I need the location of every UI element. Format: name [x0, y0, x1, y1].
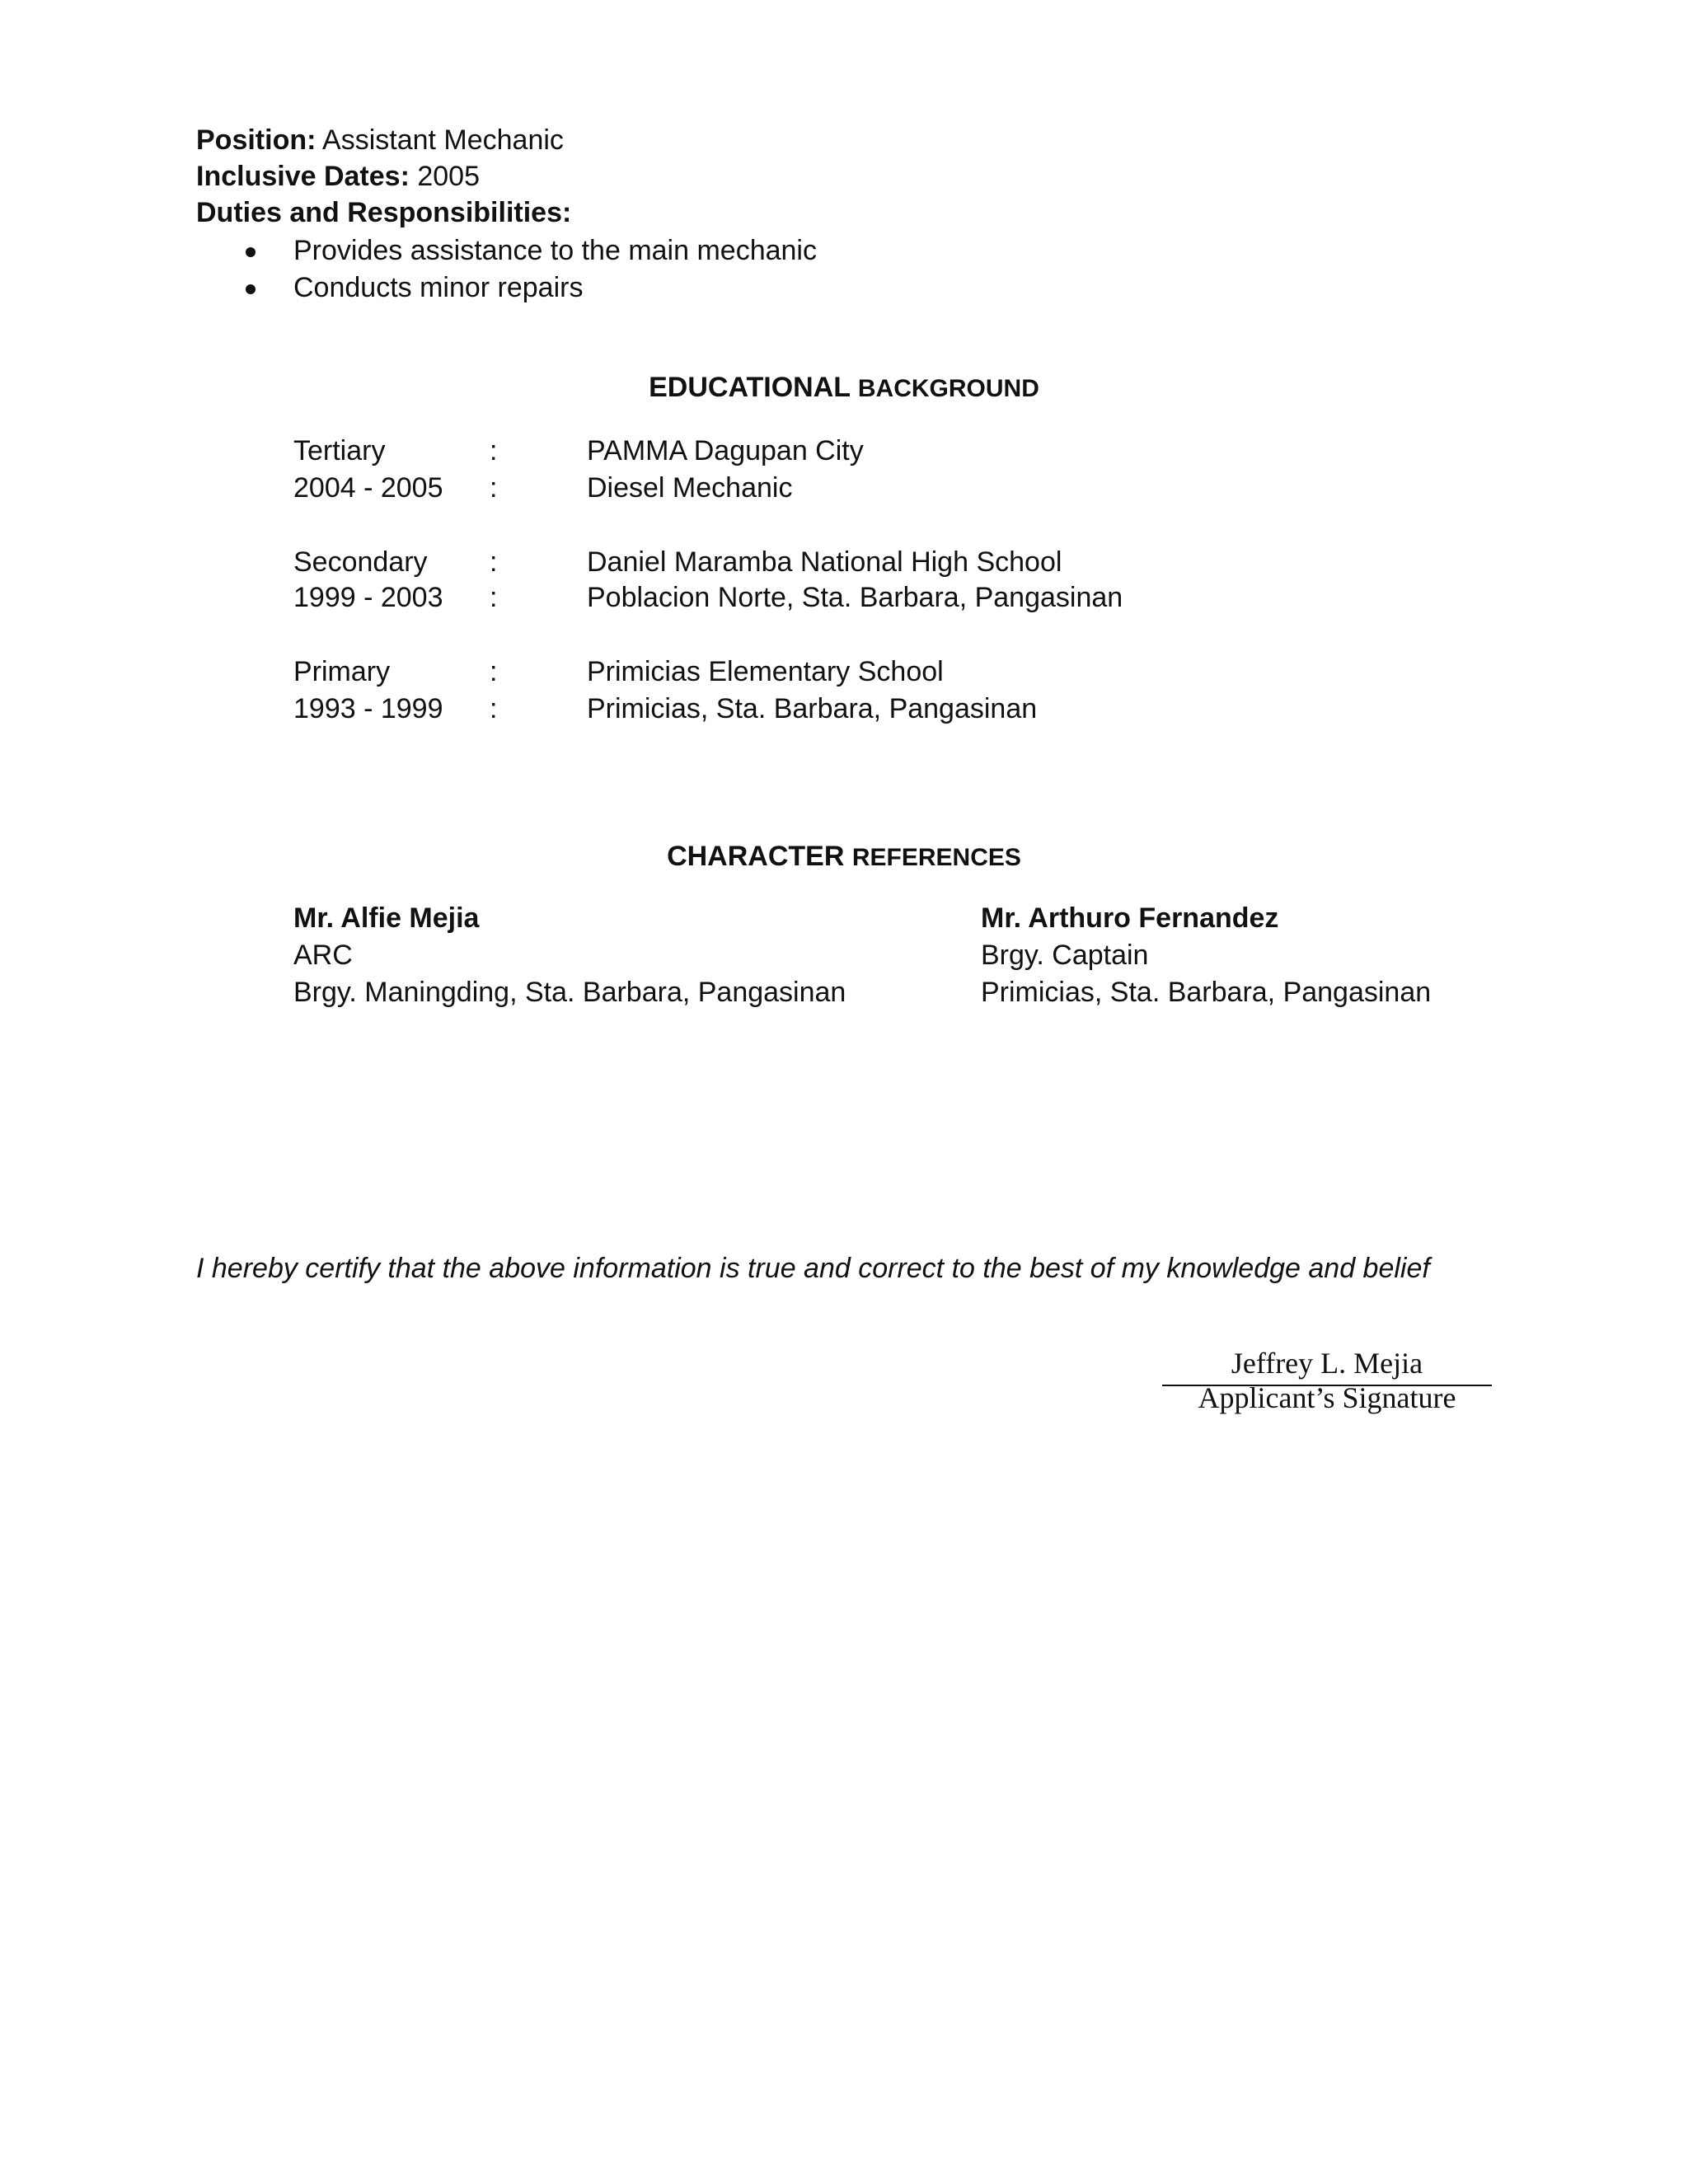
education-colon: : — [490, 472, 498, 504]
education-years: 2004 - 2005 — [293, 472, 443, 504]
duty-item: Conducts minor repairs — [293, 272, 584, 303]
education-heading-main: EDUCATIONAL — [649, 372, 851, 403]
references-heading-rest: REFERENCES — [851, 844, 1021, 871]
education-school: Primicias Elementary School — [587, 656, 944, 687]
reference-title: ARC — [293, 940, 353, 971]
education-school: Daniel Maramba National High School — [587, 546, 1062, 578]
education-level: Tertiary — [293, 435, 386, 466]
education-detail: Poblacion Norte, Sta. Barbara, Pangasinan — [587, 582, 1123, 613]
education-level: Primary — [293, 656, 391, 687]
reference-title: Brgy. Captain — [981, 940, 1149, 971]
references-heading — [0, 838, 1688, 876]
dates-label: Inclusive Dates: — [196, 161, 410, 192]
education-colon: : — [490, 656, 498, 687]
education-level: Secondary — [293, 546, 428, 578]
education-heading — [0, 369, 1688, 407]
reference-address: Primicias, Sta. Barbara, Pangasinan — [981, 977, 1432, 1008]
dates-line — [196, 158, 480, 194]
references-heading-main: CHARACTER — [667, 841, 845, 872]
reference-name: Mr. Arthuro Fernandez — [981, 902, 1279, 934]
position-line — [196, 122, 564, 158]
education-years: 1993 - 1999 — [293, 693, 443, 724]
bullet-icon — [246, 247, 256, 257]
bullet-icon — [246, 284, 256, 294]
education-detail: Diesel Mechanic — [587, 472, 793, 504]
reference-name: Mr. Alfie Mejia — [293, 902, 480, 934]
education-heading-rest: BACKGROUND — [857, 375, 1039, 402]
education-colon: : — [490, 435, 498, 466]
signature-caption: Applicant’s Signature — [1198, 1381, 1456, 1414]
signer-name: Jeffrey L. Mejia — [1231, 1347, 1423, 1380]
position-label: Position: — [196, 124, 316, 156]
education-years: 1999 - 2003 — [293, 582, 443, 613]
dates-value: 2005 — [417, 161, 480, 192]
certification-statement: I hereby certify that the above information is true and correct to the best of my knowledge and belief — [196, 1253, 1430, 1284]
education-colon: : — [490, 546, 498, 578]
education-school: PAMMA Dagupan City — [587, 435, 864, 466]
education-colon: : — [490, 582, 498, 613]
reference-address: Brgy. Maningding, Sta. Barbara, Pangasinan — [293, 977, 846, 1008]
position-value: Assistant Mechanic — [322, 124, 564, 156]
education-detail: Primicias, Sta. Barbara, Pangasinan — [587, 693, 1038, 724]
education-colon: : — [490, 693, 498, 724]
duty-item: Provides assistance to the main mechanic — [293, 235, 817, 266]
duties-label: Duties and Responsibilities: — [196, 197, 572, 228]
